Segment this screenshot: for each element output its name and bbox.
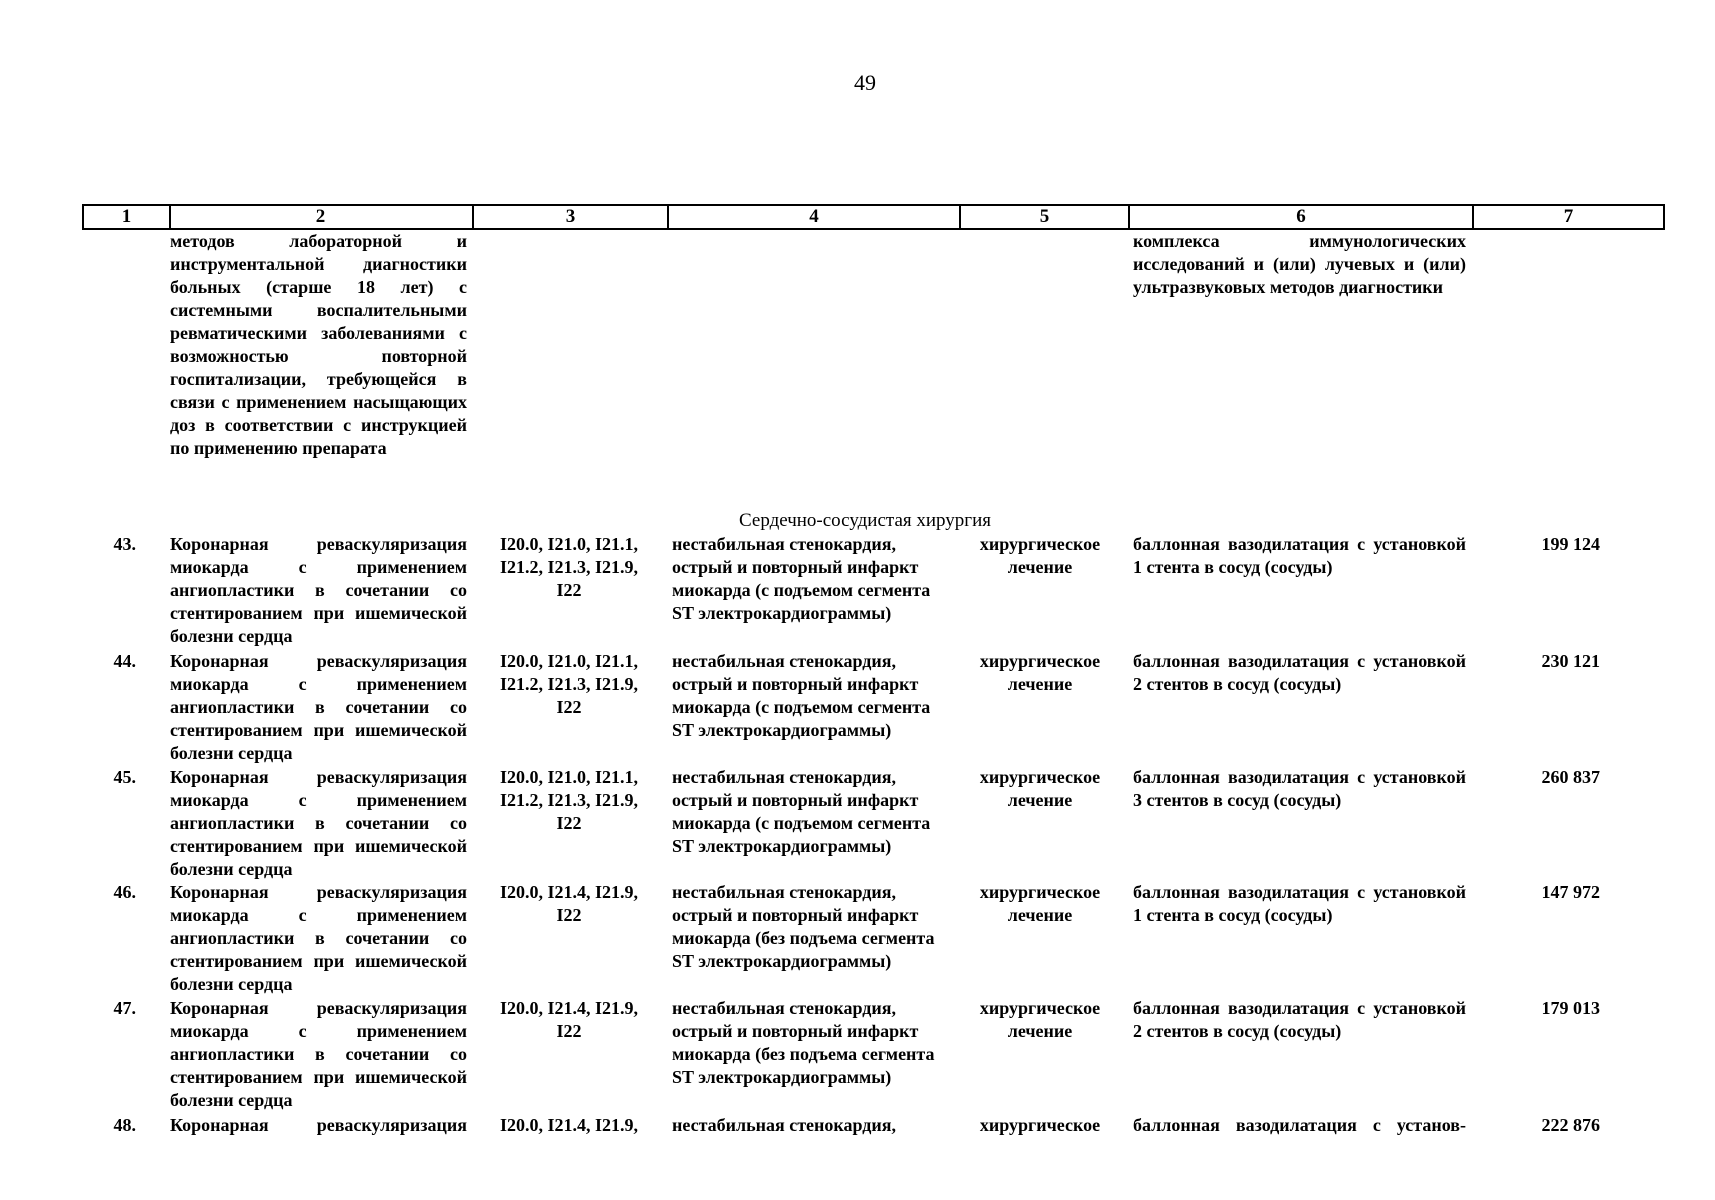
- row-cost: 179 013: [1541, 998, 1600, 1018]
- row-name: Коронарная реваскуляризация миокарда с применением ангиопластики в сочетании со стентированием при ишемической болезни сердца: [170, 882, 467, 994]
- row-method: баллонная вазодилатация с установкой 2 стентов в сосуд (сосуды): [1133, 998, 1466, 1041]
- header-col-1: 1: [82, 204, 171, 230]
- row-type: хирургическое лечение: [979, 534, 1101, 577]
- row-codes: I20.0, I21.4, I21.9, I22: [499, 998, 638, 1041]
- header-col-5: 5: [961, 204, 1130, 230]
- row-method: баллонная вазодилатация с установкой 1 стента в сосуд (сосуды): [1133, 534, 1466, 577]
- row-method: баллонная вазодилатация с установкой 2 стентов в сосуд (сосуды): [1133, 651, 1466, 694]
- continuation-col6: комплекса иммунологических исследований и (или) лучевых и (или) ультразвуковых методов диагностики: [1133, 231, 1466, 297]
- row-codes: I20.0, I21.0, I21.1, I21.2, I21.3, I21.9, I22: [499, 534, 638, 600]
- row-cost: 230 121: [1541, 651, 1600, 671]
- row-codes: I20.0, I21.0, I21.1, I21.2, I21.3, I21.9, I22: [499, 767, 638, 833]
- row-model: нестабильная стенокардия, острый и повторный инфаркт миокарда (с подъемом сегмента ST электрокардиограммы): [672, 534, 931, 623]
- section-title: Сердечно-сосудистая хирургия: [738, 510, 991, 531]
- header-col-2: 2: [169, 204, 474, 230]
- row-cost: 222 876: [1541, 1115, 1600, 1135]
- header-col-7: 7: [1474, 204, 1665, 230]
- row-codes: I20.0, I21.4, I21.9,: [499, 1115, 638, 1135]
- header-col-6: 6: [1130, 204, 1474, 230]
- row-number: 45.: [113, 767, 136, 787]
- row-name: Коронарная реваскуляризация миокарда с применением ангиопластики в сочетании со стентированием при ишемической болезни сердца: [170, 998, 467, 1110]
- header-col-3: 3: [474, 204, 669, 230]
- row-type: хирургическое лечение: [979, 651, 1101, 694]
- row-model: нестабильная стенокардия, острый и повторный инфаркт миокарда (с подъемом сегмента ST электрокардиограммы): [672, 651, 931, 740]
- row-model: нестабильная стенокардия, острый и повторный инфаркт миокарда (без подъема сегмента ST электрокардиограммы): [672, 882, 935, 971]
- row-cost: 260 837: [1541, 767, 1600, 787]
- row-codes: I20.0, I21.0, I21.1, I21.2, I21.3, I21.9, I22: [499, 651, 638, 717]
- row-name: Коронарная реваскуляризация миокарда с применением ангиопластики в сочетании со стентированием при ишемической болезни сердца: [170, 651, 467, 763]
- row-cost: 147 972: [1541, 882, 1600, 902]
- row-number: 43.: [113, 534, 136, 554]
- row-type: хирургическое: [979, 1115, 1101, 1135]
- row-model: нестабильная стенокардия, острый и повторный инфаркт миокарда (без подъема сегмента ST электрокардиограммы): [672, 998, 935, 1087]
- row-method: баллонная вазодилатация с установкой 1 стента в сосуд (сосуды): [1133, 882, 1466, 925]
- row-model: нестабильная стенокардия,: [672, 1115, 897, 1135]
- row-type: хирургическое лечение: [979, 767, 1101, 810]
- row-model: нестабильная стенокардия, острый и повторный инфаркт миокарда (с подъемом сегмента ST электрокардиограммы): [672, 767, 931, 856]
- row-name: Коронарная реваскуляризация миокарда с применением ангиопластики в сочетании со стентированием при ишемической болезни сердца: [170, 534, 467, 646]
- table-header-row: [82, 204, 1667, 228]
- row-type: хирургическое лечение: [979, 998, 1101, 1041]
- row-codes: I20.0, I21.4, I21.9, I22: [499, 882, 638, 925]
- row-cost: 199 124: [1541, 534, 1600, 554]
- page-number: 49: [854, 70, 876, 95]
- row-method: баллонная вазодилатация с установ-: [1133, 1115, 1466, 1135]
- row-number: 44.: [113, 651, 136, 671]
- row-type: хирургическое лечение: [979, 882, 1101, 925]
- row-number: 46.: [113, 882, 136, 902]
- row-number: 47.: [113, 998, 136, 1018]
- row-name: Коронарная реваскуляризация: [170, 1115, 467, 1135]
- continuation-col2: методов лабораторной и инструментальной диагностики больных (старше 18 лет) с системными воспалительными ревматическими заболеваниями с возможностью повторной госпитализации, требующейся в связи с применением насыщающих доз в соответствии с инструкцией по применению препарата: [170, 231, 467, 458]
- row-number: 48.: [113, 1115, 136, 1135]
- header-col-4: 4: [669, 204, 961, 230]
- row-name: Коронарная реваскуляризация миокарда с применением ангиопластики в сочетании со стентированием при ишемической болезни сердца: [170, 767, 467, 879]
- row-method: баллонная вазодилатация с установкой 3 стентов в сосуд (сосуды): [1133, 767, 1466, 810]
